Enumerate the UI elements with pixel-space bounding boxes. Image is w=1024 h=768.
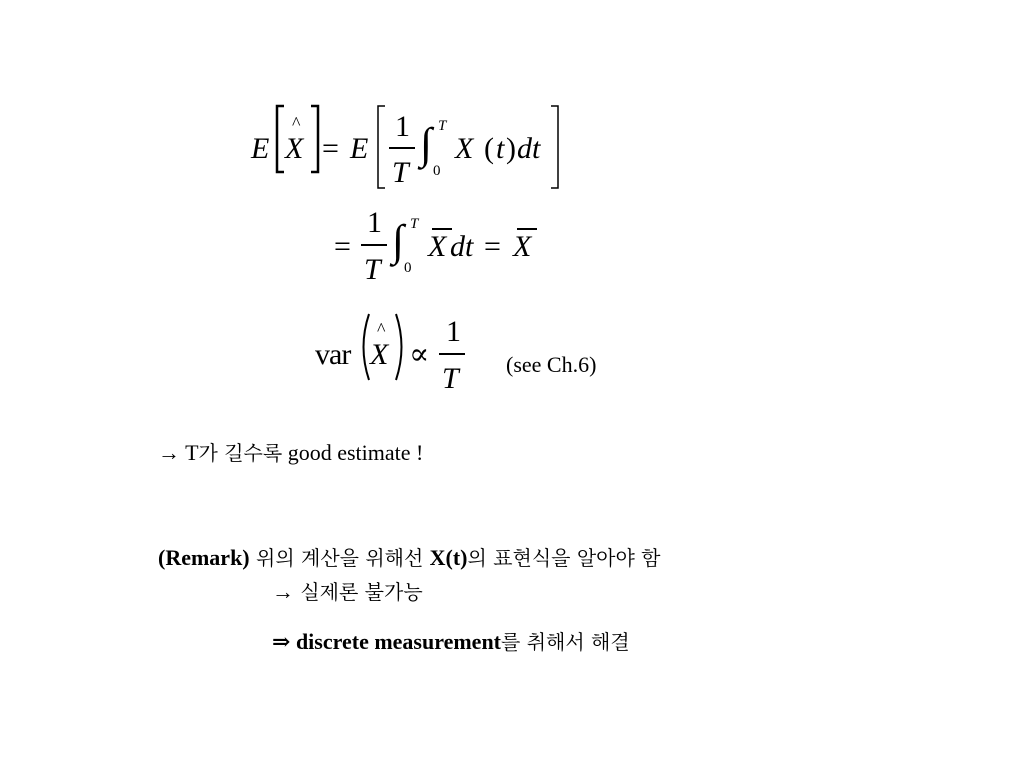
eq3-paren-left (357, 312, 371, 382)
remark-xt: X(t) (429, 545, 468, 570)
solution-line (272, 626, 630, 655)
remark-korean-2: 의 표현식을 알아야 함 (467, 546, 661, 570)
eq3-paren-right (394, 312, 408, 382)
eq2-xbar: X (428, 230, 447, 263)
eq1-frac-bar (389, 147, 415, 149)
eq1-lhs-hat: ^ (292, 113, 301, 133)
eq3-frac-numerator: 1 (446, 315, 461, 348)
conclusion-line (158, 437, 423, 466)
eq1-integral-sign: ∫ (420, 119, 433, 168)
eq1-paren-close: ) (506, 132, 516, 165)
remark-korean-1: 위의 계산을 위해선 (249, 546, 430, 570)
eq3-frac-bar (439, 353, 465, 355)
eq3-reference-note: (see Ch.6) (506, 352, 597, 377)
remark-line (158, 542, 660, 571)
eq1-paren-open: ( (484, 132, 494, 165)
eq1-upper-limit: T (438, 118, 447, 134)
impossible-korean: 실제론 불가능 (294, 580, 423, 604)
eq2-upper-limit: T (410, 216, 419, 232)
eq1-argument: t (496, 132, 505, 165)
eq1-lhs-bracket-right (309, 104, 321, 174)
eq2-frac-denominator: T (364, 253, 381, 286)
eq3-hat: ^ (377, 319, 386, 339)
solution-korean: 를 취해서 해결 (501, 630, 630, 654)
eq1-equals: = (322, 132, 339, 165)
eq2-frac-numerator: 1 (367, 206, 382, 239)
solution-arrow: ⇒ (272, 629, 291, 654)
conclusion-tail: good estimate ! (282, 440, 424, 465)
eq1-frac-denominator: T (392, 156, 409, 189)
eq2-equals: = (334, 230, 351, 263)
eq2-differential: dt (450, 230, 474, 263)
eq2-lower-limit: 0 (404, 260, 412, 276)
eq2-frac-bar (361, 244, 387, 246)
eq2-integral-sign: ∫ (392, 216, 405, 265)
eq1-lower-limit: 0 (433, 163, 441, 179)
eq2-equals-2: = (484, 230, 501, 263)
eq2-result: X (513, 230, 532, 263)
eq1-frac-numerator: 1 (395, 110, 410, 143)
remark-label: (Remark) (158, 545, 250, 570)
eq1-differential: dt (517, 132, 541, 165)
eq1-rhs-bracket-left (375, 104, 387, 190)
eq3-inner-variable: X (370, 338, 389, 371)
eq3-var-operator: var (315, 338, 351, 371)
impossible-line (272, 576, 423, 605)
eq1-function: X (455, 132, 474, 165)
eq1-lhs-operator: E (251, 132, 270, 165)
impossible-arrow: → (272, 579, 294, 604)
solution-bold: discrete measurement (290, 629, 502, 654)
conclusion-arrow: → T (158, 440, 199, 465)
eq1-rhs-bracket-right (549, 104, 561, 190)
eq3-frac-denominator: T (442, 362, 459, 395)
eq1-rhs-operator: E (350, 132, 369, 165)
conclusion-korean: 가 길수록 (198, 441, 283, 465)
eq1-lhs-variable: X (285, 132, 304, 165)
eq3-proportional: ∝ (409, 338, 430, 371)
